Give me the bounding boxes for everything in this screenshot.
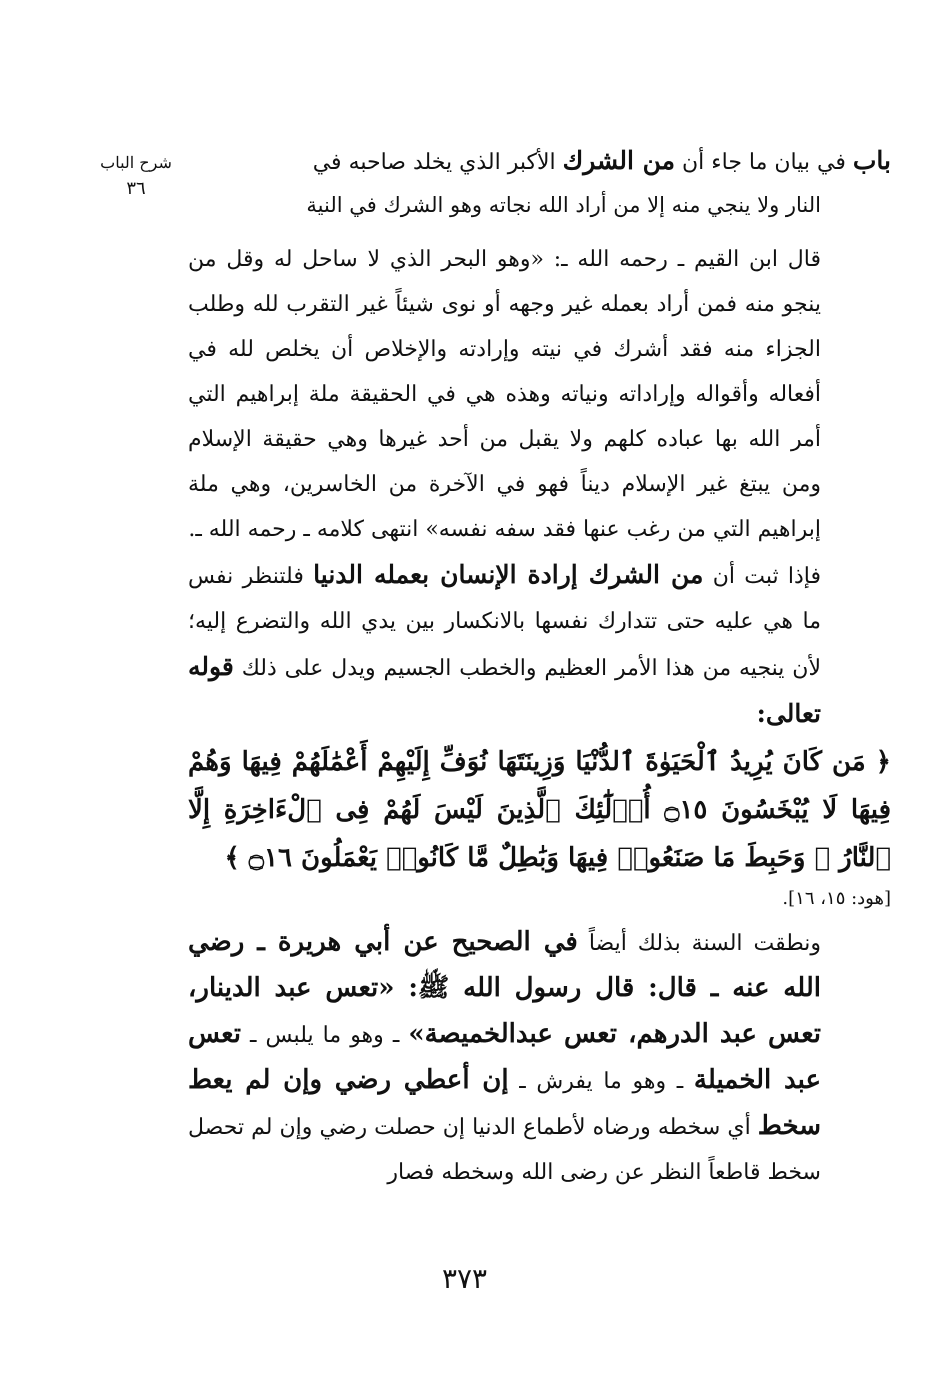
heading-text-b: الأكبر الذي يخلد صاحبه في [312,150,556,175]
p2-text-2: فلتنظر نفس ما هي عليه حتى تتدارك نفسها بالانكسار بين يدي الله والتضرع إليه؛ لأن ينجيه من هذا الأمر العظيم والخطب الجسيم ويدل على ذلك [188,564,821,681]
margin-note-number: ٣٦ [126,178,146,199]
quran-verse: ﴿ مَن كَانَ يُرِيدُ ٱلْحَيَوٰةَ ٱلدُّنْيَا وَزِينَتَهَا نُوَفِّ إِلَيْهِمْ أَعْمَٰلَهُمْ فِيهَا وَهُمْ فِيهَا لَا يُبْخَسُونَ ۝١٥ أُو۟لَٰٓئِكَ ٱلَّذِينَ لَيْسَ لَهُمْ فِى ٱلْءَاخِرَةِ إِلَّا ٱلنَّارُ ۖ وَحَبِطَ مَا صَنَعُوا۟ فِيهَا وَبَٰطِلٌ مَّا كَانُوا۟ يَعْمَلُونَ ۝١٦ ﴾ [188,747,891,873]
margin-note [86,150,186,202]
paragraph-conclusion [188,552,891,738]
chapter-heading [191,140,891,226]
heading-line-1 [191,140,891,184]
p2-bold-shirk: من الشرك إرادة الإنسان بعمله الدنيا [313,560,704,589]
main-text [188,237,891,1195]
p3-hadith-khamila: تعس عبد الخميلة [188,1019,821,1095]
heading-word-shirk: من الشرك [562,146,676,175]
p3-text-c: ـ وهو ما يلبس ـ [250,1023,400,1048]
paragraph-hadith [188,920,891,1195]
p3-text-a: ونطقت السنة بذلك أيضاً [588,931,822,956]
margin-note-label: شرح الباب [100,153,172,172]
heading-text-a: في بيان ما جاء أن [682,150,846,175]
p3-text-g: أي سخطه ورضاه لأطماع الدنيا إن حصلت رضي وإن لم تحصل سخط قاطعاً النظر عن رضى الله وسخطه فصار [188,1115,821,1185]
heading-line-2: النار ولا ينجي منه إلا من أراد الله نجاته وهو الشرك في النية [306,193,821,217]
p3-text-e: ـ وهو ما يفرش ـ [519,1069,684,1094]
p3-hadith-bold: في الصحيح عن أبي هريرة ـ رضي الله عنه ـ قال: قال رسول الله ﷺ: «تعس عبد الدينار، تعس عبد الدرهم، تعس عبدالخميصة» [188,927,821,1049]
heading-word-bab: باب [852,146,891,175]
p2-text-1: فإذا ثبت أن [712,564,822,589]
p2-bold-qawluhu: قوله تعالى: [188,652,821,728]
p3-hadith-ataa: إن أعطي رضي وإن لم يعط سخط [188,1065,822,1141]
page-number: ٣٧٣ [441,1262,488,1295]
verse-reference: [هود: ١٥، ١٦]. [782,888,891,909]
paragraph-ibn-alqayyim: قال ابن القيم ـ رحمه الله ـ: «وهو البحر الذي لا ساحل له وقل من ينجو منه فمن أراد بعمله غير وجهه أو نوى شيئاً غير التقرب لله وطلب الجزاء منه فقد أشرك في نيته وإرادته والإخلاص أن يخلص لله في أفعاله وأقواله وإراداته ونياته وهذه هي في الحقيقة ملة إبراهيم التي أمر الله بها عباده كلهم ولا يقبل من أحد غيرها وهي حقيقة الإسلام ومن يبتغ غير الإسلام ديناً فهو في الآخرة من الخاسرين، وهي ملة إبراهيم التي من رغب عنها فقد سفه نفسه» انتهى كلامه ـ رحمه الله ـ. [188,247,821,542]
